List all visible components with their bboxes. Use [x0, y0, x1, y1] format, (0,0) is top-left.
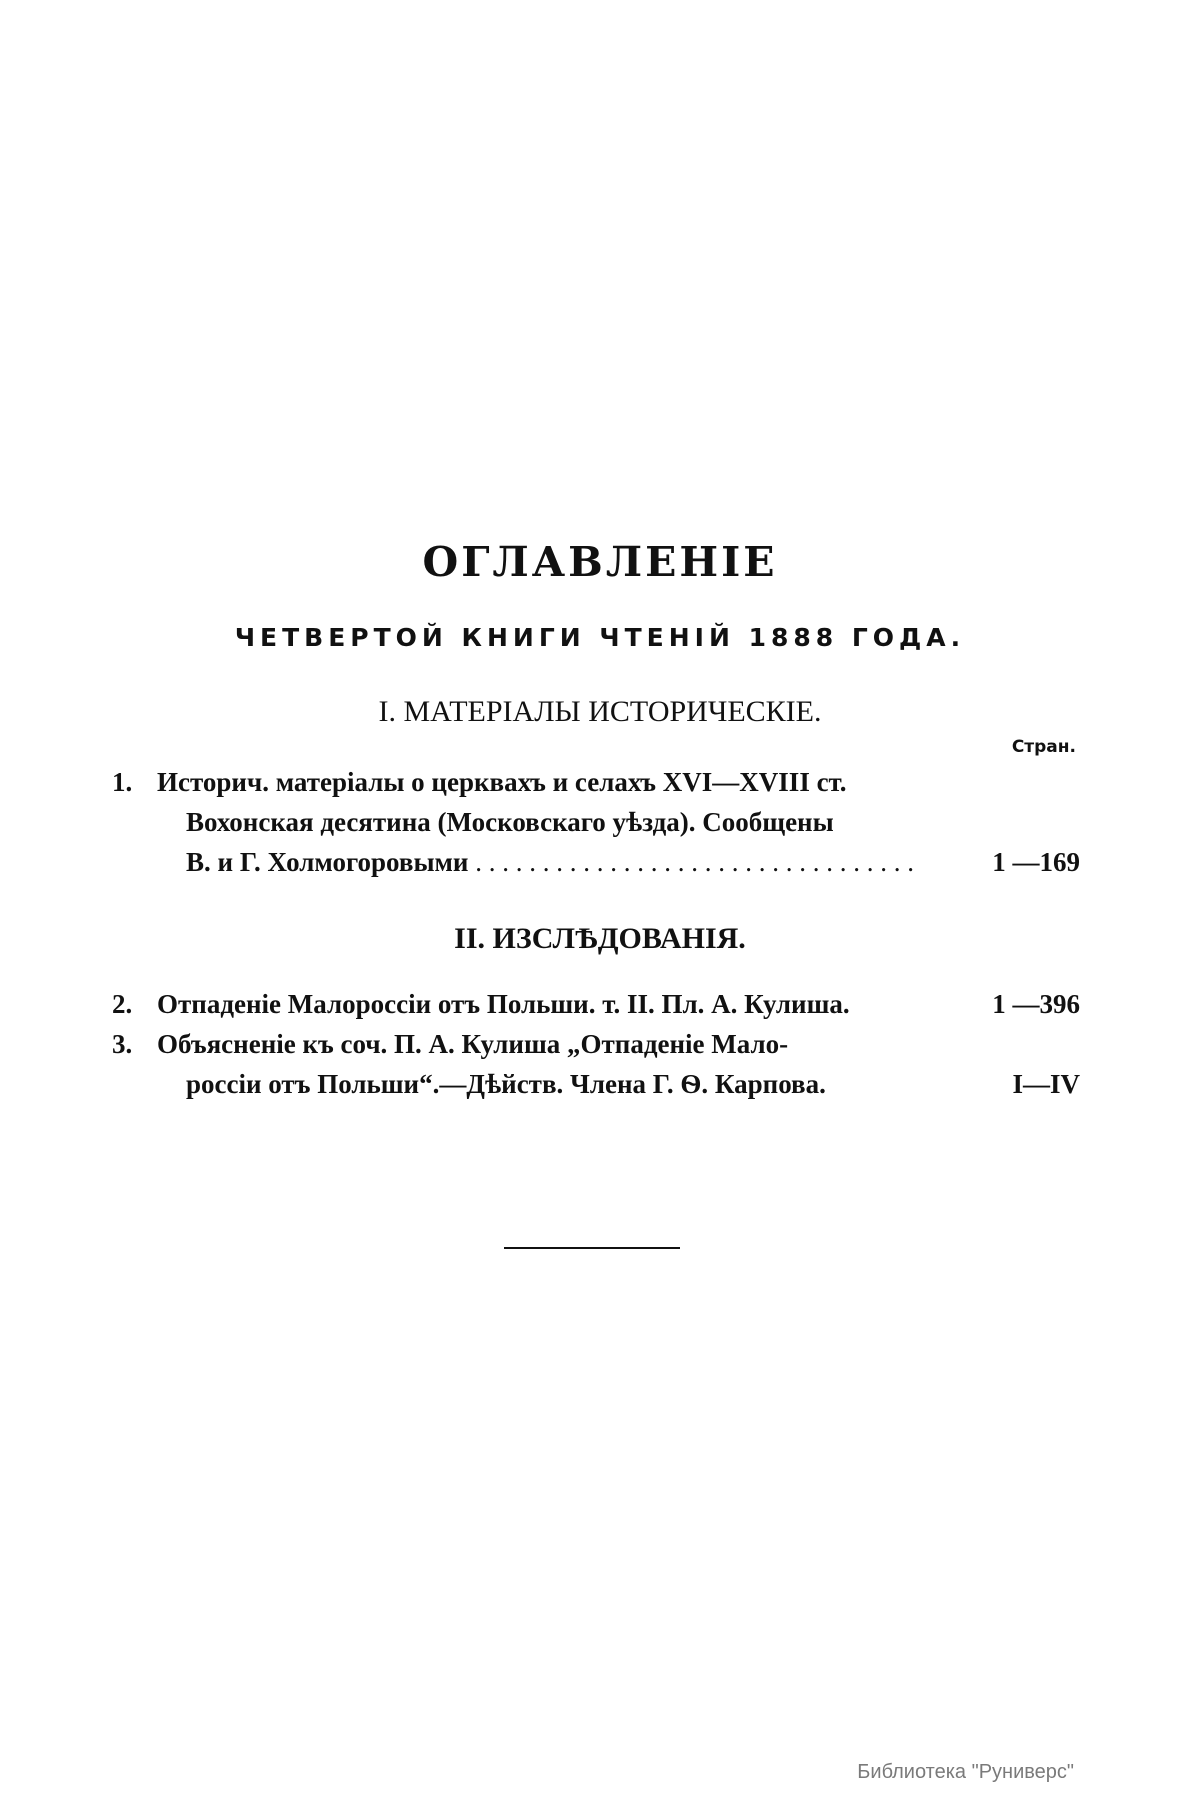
toc-entry-line: [112, 842, 1080, 882]
toc-entry-pages: 1 —396: [992, 989, 1080, 1019]
toc-entry-2: [112, 984, 1080, 1024]
toc-entry-line: [112, 1064, 1080, 1104]
toc-entry-text: Объясненіе къ соч. П. А. Кулиша „Отпаденіе Мало-: [157, 1029, 789, 1059]
toc-entry-number: 3.: [112, 1029, 133, 1059]
section-heading-materials: I. МАТЕРІАЛЫ ИСТОРИЧЕСКІЕ.: [378, 695, 822, 728]
toc-entry-text: россіи отъ Польши“.—Дѣйств. Члена Г. Ѳ. Карпова.: [186, 1069, 826, 1099]
toc-entry-text: Отпаденіе Малороссіи отъ Польши. т. II. Пл. А. Кулиша.: [157, 989, 850, 1019]
toc-entry-text: В. и Г. Холмогоровыми: [186, 847, 469, 877]
document-title: ОГЛАВЛЕНІЕ: [422, 538, 778, 586]
toc-entry-line: [112, 802, 1080, 842]
toc-entry-line: [112, 1024, 1080, 1064]
library-credit: Библиотека "Руниверс": [857, 1761, 1074, 1783]
toc-entry-line: [112, 984, 1080, 1024]
toc-entry-line: [112, 762, 1080, 802]
section-divider: [504, 1247, 680, 1249]
section-heading-research: II. ИЗСЛѢДОВАНІЯ.: [454, 922, 746, 955]
toc-entry-text: Историч. матеріалы о церквахъ и селахъ XVI—XVIII ст.: [157, 767, 847, 797]
toc-entry-1: [112, 762, 1080, 882]
toc-entry-pages: 1 —169: [992, 847, 1080, 877]
toc-entry-text: Вохонская десятина (Московскаго уѣзда). Сообщены: [186, 807, 834, 837]
toc-entry-3: [112, 1024, 1080, 1104]
toc-entry-number: 2.: [112, 989, 133, 1019]
toc-entry-number: 1.: [112, 767, 133, 797]
document-subtitle: ЧЕТВЕРТОЙ КНИГИ ЧТЕНІЙ 1888 ГОДА.: [234, 623, 966, 652]
pages-column-label: Стран.: [1011, 737, 1076, 757]
toc-entry-text-with-leader: [186, 842, 921, 882]
toc-entry-pages: I—IV: [1012, 1069, 1080, 1099]
